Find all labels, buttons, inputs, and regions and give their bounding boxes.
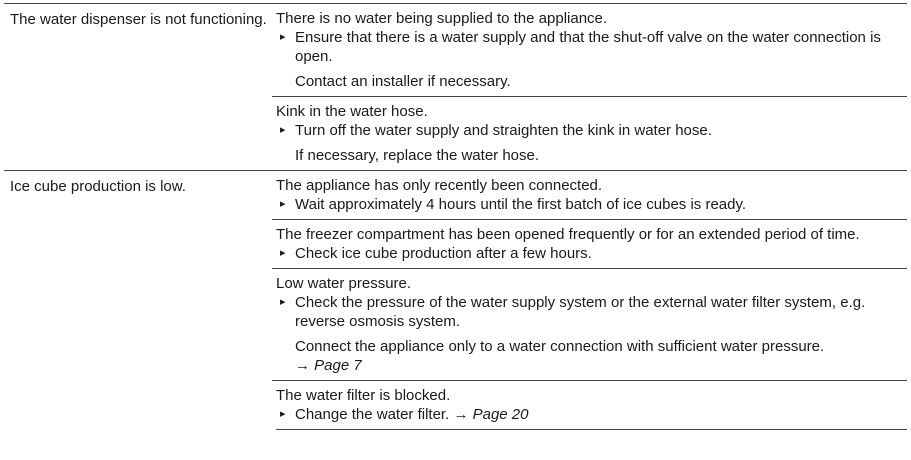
table-bottom-rule bbox=[276, 429, 907, 430]
bullet-icon: ▸ bbox=[280, 296, 286, 308]
cause-text: The water filter is blocked. bbox=[276, 387, 451, 404]
table-row bbox=[4, 3, 907, 170]
bullet-icon: ▸ bbox=[280, 198, 286, 210]
remedy-text: Turn off the water supply and straighten the kink in water hose. bbox=[295, 122, 712, 139]
bullet-icon: ▸ bbox=[280, 31, 286, 43]
remedy-step bbox=[276, 195, 907, 214]
remedy-note: Contact an installer if necessary. bbox=[295, 73, 511, 90]
cause-block bbox=[272, 219, 907, 268]
cause-text: Low water pressure. bbox=[276, 275, 412, 292]
remedy-step bbox=[276, 28, 907, 66]
remedy-note: If necessary, replace the water hose. bbox=[295, 147, 540, 164]
cause-text: The appliance has only recently been connected. bbox=[276, 177, 603, 194]
remedy-line bbox=[295, 405, 529, 424]
troubleshooting-table bbox=[4, 3, 907, 430]
fault-cell: Ice cube production is low. bbox=[10, 178, 186, 195]
remedy-text: Ensure that there is a water supply and that the shut-off valve on the water connection is open. bbox=[295, 29, 881, 65]
remedy-text: Wait approximately 4 hours until the first batch of ice cubes is ready. bbox=[295, 196, 747, 213]
page-reference-link[interactable]: Page 20 bbox=[472, 406, 529, 423]
cause-text: Kink in the water hose. bbox=[276, 103, 428, 120]
remedy-note-text: Connect the appliance only to a water connection with sufficient water pressure. bbox=[295, 338, 825, 355]
remedy-text: Check ice cube production after a few hours. bbox=[295, 245, 592, 262]
remedy-step bbox=[276, 405, 907, 424]
causes-cell bbox=[272, 4, 907, 170]
fault-cell: The water dispenser is not functioning. bbox=[10, 11, 267, 28]
bullet-icon: ▸ bbox=[280, 408, 286, 420]
table-row bbox=[4, 170, 907, 429]
arrow-icon: → bbox=[453, 406, 469, 423]
arrow-icon: → bbox=[295, 357, 310, 374]
cause-block bbox=[272, 4, 907, 96]
remedy-text: Check the pressure of the water supply system or the external water filter system, e.g. reverse osmosis system. bbox=[295, 294, 866, 330]
cause-text: The freezer compartment has been opened frequently or for an extended period of time. bbox=[276, 226, 860, 243]
cause-block bbox=[272, 96, 907, 170]
cause-block bbox=[272, 268, 907, 380]
remedy-text: Change the water filter. bbox=[295, 406, 450, 423]
cause-block bbox=[272, 380, 907, 429]
remedy-step bbox=[276, 293, 907, 331]
cause-text: There is no water being supplied to the appliance. bbox=[276, 10, 608, 27]
page-reference-link[interactable]: Page 7 bbox=[314, 357, 362, 374]
bullet-icon: ▸ bbox=[280, 247, 286, 259]
cause-block bbox=[272, 171, 907, 219]
remedy-step bbox=[276, 121, 907, 140]
causes-cell bbox=[272, 171, 907, 429]
bullet-icon: ▸ bbox=[280, 124, 286, 136]
remedy-step bbox=[276, 244, 907, 263]
remedy-note bbox=[276, 337, 907, 375]
